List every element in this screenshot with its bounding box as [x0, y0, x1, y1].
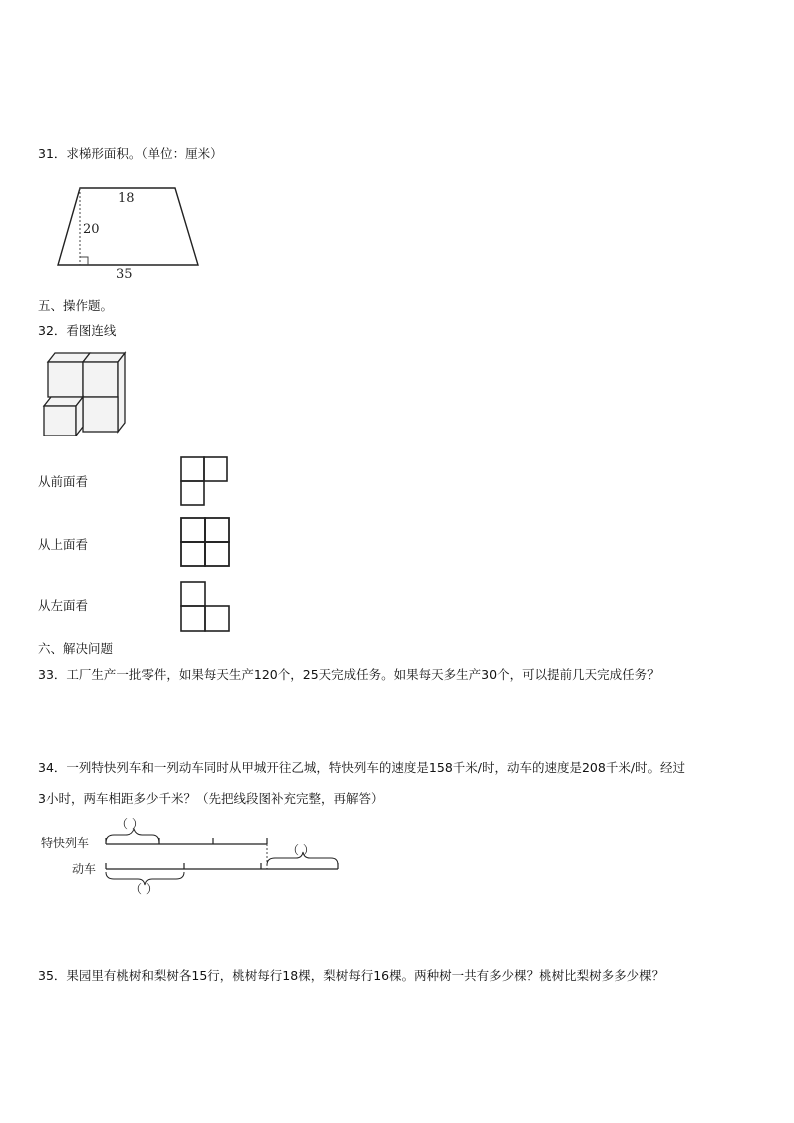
view-label-left: 从左面看: [38, 598, 89, 613]
trapezoid-height-label: 20: [83, 222, 100, 237]
segment-diagram: [38, 815, 348, 895]
q34-text-line2: 3小时，两车相距多少千米？（先把线段图补充完整，再解答）: [38, 791, 384, 806]
view-label-front: 从前面看: [38, 474, 89, 489]
q34-text-line1: 34．一列特快列车和一列动车同时从甲城开往乙城，特快列车的速度是158千米/时，动车的速度是208千米/时。经过: [38, 760, 686, 775]
front-view-figure[interactable]: [179, 455, 231, 507]
q32-title: 32．看图连线: [38, 323, 117, 338]
cube-stack-figure: [38, 348, 133, 436]
trapezoid-top-label: 18: [118, 191, 135, 206]
express-train-label: 特快列车: [41, 836, 90, 850]
emu-train-label: 动车: [72, 862, 97, 876]
emu-segment-blank[interactable]: （ ）: [130, 882, 158, 895]
difference-brace: [267, 852, 338, 865]
trapezoid-bottom-label: 35: [116, 267, 133, 280]
section5-title: 五、操作题。: [38, 298, 114, 313]
express-segment-blank[interactable]: （ ）: [116, 817, 144, 831]
right-angle-mark: [80, 257, 88, 265]
q33-text: 33．工厂生产一批零件，如果每天生产120个，25天完成任务。如果每天多生产30个，可以提前几天完成任务？: [38, 667, 660, 682]
left-view-figure[interactable]: [179, 580, 233, 634]
express-segment-brace: [106, 829, 159, 843]
trapezoid-figure: [50, 180, 205, 280]
top-view-figure[interactable]: [179, 516, 233, 570]
section6-title: 六、解决问题: [38, 641, 114, 656]
view-label-top: 从上面看: [38, 537, 89, 552]
q35-text: 35．果园里有桃树和梨树各15行，桃树每行18棵，梨树每行16棵。两种树一共有多少棵？桃树比梨树多多少棵？: [38, 968, 665, 983]
q31-title: 31．求梯形面积。（单位：厘米）: [38, 146, 223, 161]
difference-blank[interactable]: （ ）: [287, 843, 315, 857]
